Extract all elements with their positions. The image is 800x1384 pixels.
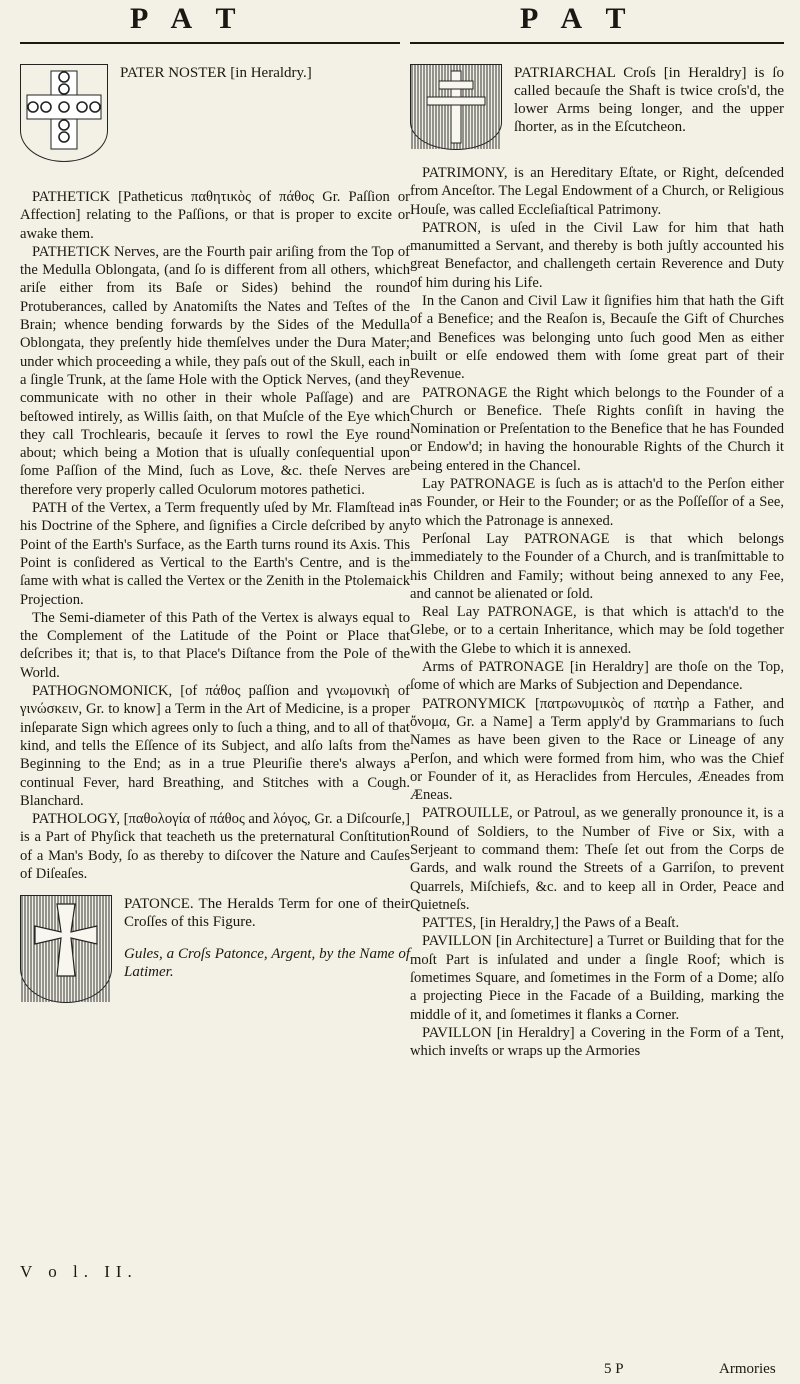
running-head-left: P A T [130,2,245,35]
patonce-shield-icon [20,895,112,1003]
entry-patronage: PATRONAGE the Right which belongs to the Founder of a Church or Benefice. Theſe Rights conſiſt in having the Nomination or Preſentation to the Benefice that he has Founded or Endow'd; in having the honourable Rights of the Church it being entered in the Chancel. [410,384,784,474]
entry-patrouille: PATROUILLE, or Patroul, as we generally pronounce it, is a Round of Soldiers, to the Number of Five or Six, with a Serjeant to command them: Theſe ſet out from the Corps de Gards, and walk round the Streets of a Garriſon, to prevent Quarrels, Miſchiefs, &c. and to keep all in Order, Peace and Quietneſs. [410,805,784,913]
entry-pavillon-architecture: PAVILLON [in Architecture] a Turret or Building that for the moſt Part is inſulated and under a ſingle Roof; which is ſometimes Square, and ſometimes in the Form of a Dome; alſo a projecting Piece in the Facade of a Building, marking the middle of it, and ſometimes it flanks a Corner. [410,933,784,1023]
running-head-right: P A T [520,2,635,35]
entry-patron: PATRON, is uſed in the Civil Law for him that hath manumitted a Servant, and thereby is both juſtly accounted his great Benefactor, and challengeth certain Reverence and Duty of him during his Life. [410,219,784,291]
pater-noster-shield-icon [20,64,108,162]
entry-real-lay-patronage: Real Lay PATRONAGE, is that which is attach'd to the Glebe, or to a certain Inheritance, which may be ſold together with the Glebe to which it is annexed. [410,604,784,657]
entry-pathetick-nerves: PATHETICK Nerves, are the Fourth pair ariſing from the Top of the Medulla Oblongata, (and ſo is different from all others, which ariſe either from its Baſe or Sides) behind the round Protuberances, called by Anatomiſts the Nates and Teſtes of the Brain; whence bending forwards by the Sides of the Medulla Oblongata, they preſently hide themſelves under the Dura Mater; under which proceeding a while, they paſs out of the Skull, each in a ſingle Trunk, at the ſame Hole with the Optick Nerves, (and they communicate with no other in their whole Paſſage) and are beſtowed intirely, as Willis ſaith, on that Muſcle of the Eye which they call Trochlearis, becauſe it ſerves to rowl the Eye round about; which being a Motion that is uſually conſequential upon ſome Paſſion of the Mind, ſuch as Love, &c. theſe Nerves are therefore very properly called Oculorum motores pathetici. [20,243,410,498]
patriarchal-heading: PATRIARCHAL Croſs [in Heraldry] is ſo called becauſe the Shaft is twice croſs'd, the lower Arms being longer, and the upper ſhorter, as in the Eſcutcheon. [514,65,784,135]
entry-semi-diameter: The Semi-diameter of this Path of the Vertex is always equal to the Complement of the Latitude of the Point or Place that deſcribes it; that is, to that Place's Diſtance from the Pole of the World. [20,609,410,681]
entry-patronymick: PATRONYMICK [πατρωνυμικὸς of πατὴρ a Father, and ὄνομα, Gr. a Name] a Term apply'd by Grammarians to ſuch Names as have been given to the Race or Lineage of any Perſon, and which were formed from him, who was the Chief or Founder of it, as Heraclides from Hercules, Æneades from Æneas. [410,695,784,804]
patriarchal-entry [410,64,784,150]
entry-lay-patronage: Lay PATRONAGE is ſuch as is attach'd to the Perſon either as Founder, or Heir to the Founder; or as the Poſſeſſor of a See, to which the Patronage is annexed. [410,476,784,529]
entry-arms-of-patronage: Arms of PATRONAGE [in Heraldry] are thoſe on the Top, ſome of which are Marks of Subjection and Dependance. [410,659,784,694]
volume-marker: V o l. II. [20,1262,138,1281]
entry-pathology: PATHOLOGY, [παθολογία of πάθος and λόγος, Gr. a Diſcourſe,] is a Part of Phyſick that teacheth us the preternatural Conſtitution of a Man's Body, ſo as thereby to diſcover the Nature and Cauſes of Diſeaſes. [20,811,410,882]
patonce-entry [20,895,410,1003]
entry-patron-canon-law: In the Canon and Civil Law it ſignifies him that hath the Gift of a Benefice; and the Reaſon is, Becauſe the Gift of Churches and Benefices was belonging unto ſuch good Men as either built or elſe endowed them with ſome great part of their Revenue. [410,293,784,383]
patonce-text-block [124,895,410,981]
entry-pattes: PATTES, [in Heraldry,] the Paws of a Beaſt. [422,915,680,932]
entry-pathognomonick: PATHOGNOMONICK, [of πάθος paſſion and γνωμονικὴ of γινώσκειν, Gr. to know] a Term in the Art of Medicine, is a proper inſeparate Sign which agrees only to ſuch a thing, and to all of that kind, and tells the Eſſence of its Subject, and alſo laſts from the Beginning to the End; as in a true Pleuriſie there's always a continual Fever, hard Breathing, and Stitches with a Cough. Blanchard. [20,683,410,809]
left-column [20,64,410,1029]
patonce-blazon: Gules, a Croſs Patonce, Argent, by the Name of Latimer. [124,946,410,981]
right-column [410,64,784,1061]
entry-pathetick: PATHETICK [Patheticus παθητικὸς of πάθος Gr. Paſſion or Affection] relating to the Paſſions, or that is proper to excite or awake them. [20,189,410,242]
head-rule-left [20,42,400,44]
pater-noster-heading: PATER NOSTER [in Heraldry.] [120,65,312,81]
catchword: Armories [719,1361,776,1377]
signature-mark: 5 P [604,1361,624,1377]
entry-path-of-vertex: PATH of the Vertex, a Term frequently uſed by Mr. Flamſtead in his Doctrine of the Sphere, and ſignifies a Circle deſcribed by any Point of the Earth's Surface, as the Earth turns round its Axis. This Point is conſidered as Vertical to the Earth's Centre, and is the ſame with what is called the Vertex or the Zenith in the Ptolemaick Projection. [20,500,410,608]
entry-pavillon-heraldry: PAVILLON [in Heraldry] a Covering in the Form of a Tent, which inveſts or wraps up the Armories [410,1024,784,1060]
entry-personal-lay-patronage: Perſonal Lay PATRONAGE is that which belongs immediately to the Founder of a Church, and is tranſmittable to his Children and Family; without being annexed to any Fee, and cannot be alienated or ſold. [410,530,784,602]
pater-noster-entry [20,64,410,162]
patriarchal-cross-shield-icon [410,64,502,150]
entry-patrimony: PATRIMONY, is an Hereditary Eſtate, or Right, deſcended from Anceſtor. The Legal Endowment of a Church, or Religious Houſe, was called Eccleſiaſtical Patrimony. [410,165,784,218]
running-head [0,0,800,64]
patonce-heading: PATONCE. The Heralds Term for one of their Croſſes of this Figure. [124,896,410,931]
head-rule-right [410,42,784,44]
